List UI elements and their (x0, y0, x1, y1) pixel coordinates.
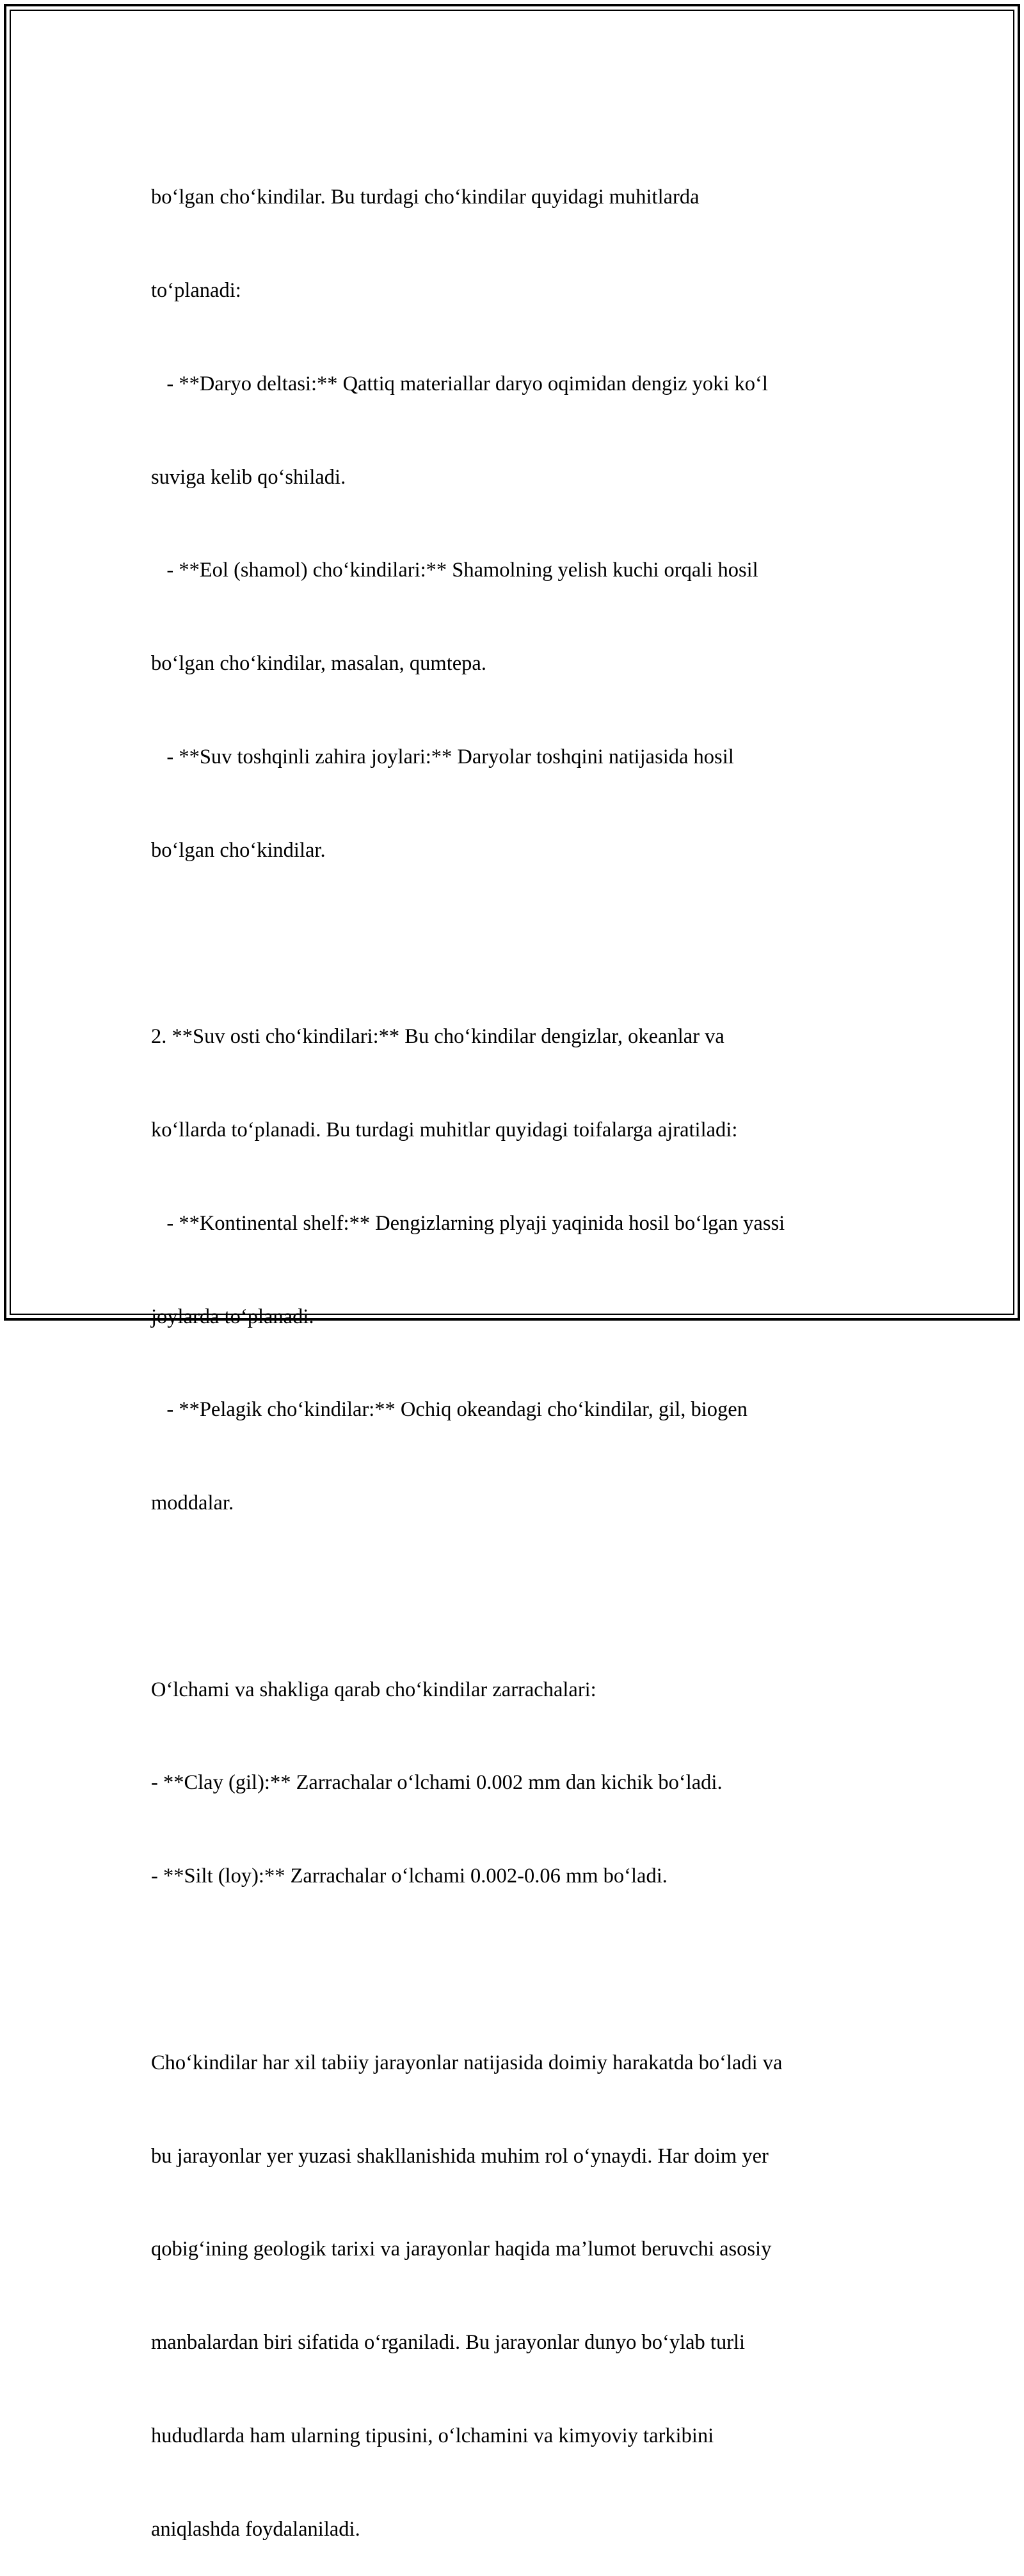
text-line: bo‘lgan cho‘kindilar. (151, 838, 326, 862)
blank-line (151, 928, 874, 959)
text-line: - **Daryo deltasi:** Qattiq materiallar daryo oqimidan dengiz yoki ko‘l (151, 372, 768, 395)
text-line: - **Eol (shamol) cho‘kindilari:** Shamolning yelish kuchi orqali hosil (151, 559, 758, 582)
text-line: bo‘lgan cho‘kindilar. Bu turdagi cho‘kindilar quyidagi muhitlarda (151, 186, 700, 209)
text-line: moddalar. (151, 1491, 234, 1515)
text-line: - **Kontinental shelf:** Dengizlarning plyaji yaqinida hosil bo‘lgan yassi (151, 1211, 785, 1235)
text-line: ko‘llarda to‘planadi. Bu turdagi muhitlar quyidagi toifalarga ajratiladi: (151, 1118, 738, 1141)
text-line: 2. **Suv osti cho‘kindilari:** Bu cho‘kindilar dengizlar, okeanlar va (151, 1025, 724, 1049)
blank-line (151, 1581, 874, 1612)
text-line: - **Silt (loy):** Zarrachalar o‘lchami 0.002-0.06 mm bo‘ladi. (151, 1864, 668, 1888)
text-line: qobig‘ining geologik tarixi va jarayonlar haqida ma’lumot beruvchi asosiy (151, 2238, 772, 2261)
blank-line (151, 1954, 874, 1985)
text-line: hududlarda ham ularning tipusini, o‘lchamini va kimyoviy tarkibini (151, 2424, 714, 2447)
document-body (151, 120, 874, 2576)
text-line: - **Clay (gil):** Zarrachalar o‘lchami 0.002 mm dan kichik bo‘ladi. (151, 1771, 723, 1795)
text-line: O‘lchami va shakliga qarab cho‘kindilar zarrachalari: (151, 1678, 596, 1701)
text-line: joylarda to‘planadi. (151, 1305, 314, 1328)
text-line: - **Suv toshqinli zahira joylari:** Daryolar toshqini natijasida hosil (151, 745, 734, 768)
text-line: manbalardan biri sifatida o‘rganiladi. Bu jarayonlar dunyo bo‘ylab turli (151, 2331, 746, 2355)
text-line: - **Pelagik cho‘kindilar:** Ochiq okeandagi cho‘kindilar, gil, biogen (151, 1398, 748, 1422)
text-line: to‘planadi: (151, 278, 241, 302)
text-line: Cho‘kindilar har xil tabiiy jarayonlar natijasida doimiy harakatda bo‘ladi va (151, 2051, 783, 2074)
text-line: bo‘lgan cho‘kindilar, masalan, qumtepa. (151, 652, 486, 676)
text-line: suviga kelib qo‘shiladi. (151, 465, 346, 489)
text-line: bu jarayonlar yer yuzasi shakllanishida muhim rol o‘ynaydi. Har doim yer (151, 2144, 769, 2168)
text-line: aniqlashda foydalaniladi. (151, 2517, 360, 2541)
